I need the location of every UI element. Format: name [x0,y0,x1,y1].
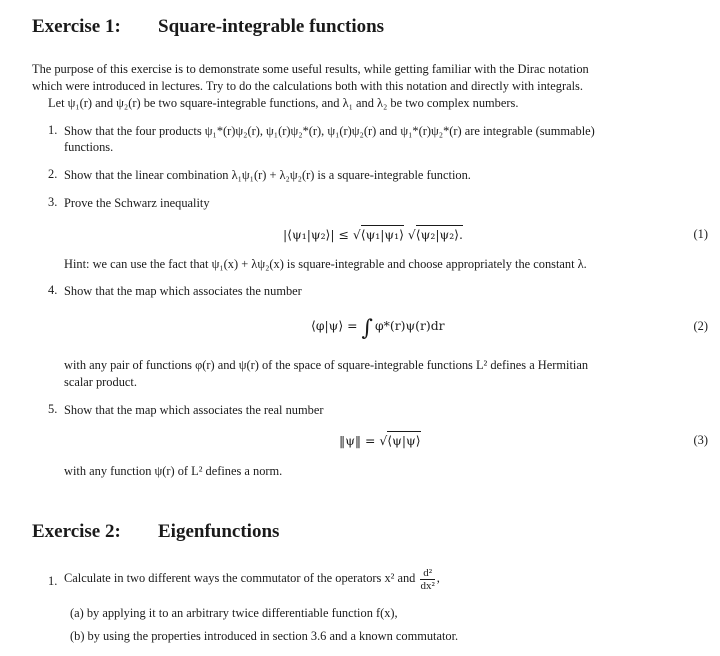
exercise1-number: Exercise 1: [32,16,121,37]
item-4-continuation-2: scalar product. [64,375,137,389]
exercise2-number: Exercise 2: [32,521,121,542]
ex2-subitem-a: (a) by applying it to an arbitrary twice differentiable function f(x), [70,606,398,620]
equation-1: |⟨ψ₁|ψ₂⟩| ≤ √⟨ψ₁|ψ₁⟩ √⟨ψ₂|ψ₂⟩. [283,227,463,242]
exercise1-heading [32,16,384,38]
eq2-lhs: ⟨φ|ψ⟩ = [311,318,358,333]
item-2-line-1: Show that the linear combination λ₁ψ₁(r) + λ₂ψ₂(r) is a square-integrable function. [64,168,471,182]
item-5-continuation: with any function ψ(r) of L² defines a norm. [64,464,283,478]
integral-sign: ∫ [361,316,373,341]
equation-3-number: (3) [693,433,708,447]
eq3-lhs: ‖ψ‖ = [339,433,376,448]
item-1-line-1: Show that the four products ψ₁*(r)ψ₂(r), ψ₁(r)ψ₂*(r), ψ₁(r)ψ₂(r) and ψ₁*(r)ψ₂*(r) are integrable (summable) [64,124,595,138]
ex2-subitem-b: (b) by using the properties introduced in section 3.6 and a known commutator. [70,629,459,643]
equation-2-number: (2) [693,319,708,333]
eq3-sqrt: ⟨ψ|ψ⟩ [387,433,421,448]
ex2-item-1-text: Calculate in two different ways the commutator of the operators x² and [64,571,416,585]
item-5-line-1: Show that the map which associates the real number [64,403,324,417]
eq1-sqrt-1: ⟨ψ₁|ψ₁⟩ [360,227,404,242]
intro-line-1: The purpose of this exercise is to demonstrate some useful results, while getting familiar with the Dirac notation [32,62,589,76]
intro-line-2: which were introduced in lectures. Try to do the calculations both with this notation and directly with integrals. [32,79,583,93]
equation-2 [311,316,445,341]
eq1-sqrt-2: ⟨ψ₂|ψ₂⟩. [415,227,463,242]
equation-3: ‖ψ‖ = √⟨ψ|ψ⟩ [339,433,421,448]
item-3-line-1: Prove the Schwarz inequality [64,196,210,210]
ex2-item-1-tail: , [436,571,440,585]
exercise2-title: Eigenfunctions [158,521,280,542]
exercise1-title: Square-integrable functions [158,16,385,37]
ex2-item-1-number: 1. [48,574,58,588]
item-3-number: 3. [48,195,58,209]
item-1-number: 1. [48,123,58,137]
eq2-rhs: φ*(r)ψ(r)dr [374,318,445,333]
intro-line-3: Let ψ₁(r) and ψ₂(r) be two square-integrable functions, and λ₁ and λ₂ be two complex numbers. [48,96,519,110]
item-4-line-1: Show that the map which associates the number [64,284,302,298]
fraction-numerator: d² [420,567,434,580]
equation-1-number: (1) [693,227,708,241]
exercise2-heading [32,521,279,543]
item-1-line-2: functions. [64,140,114,154]
item-5-number: 5. [48,402,58,416]
ex2-item-1-line [64,565,440,592]
item-2-number: 2. [48,167,58,181]
item-4-number: 4. [48,283,58,297]
second-derivative-fraction [420,567,434,592]
fraction-denominator: dx² [420,579,435,592]
eq1-lhs: |⟨ψ₁|ψ₂⟩| ≤ [283,227,349,242]
hint-text: Hint: we can use the fact that ψ₁(x) + λψ₂(x) is square-integrable and choose appropriately the constant λ. [64,257,587,271]
item-4-continuation-1: with any pair of functions φ(r) and ψ(r) of the space of square-integrable functions L² defines a Hermitian [64,358,589,372]
